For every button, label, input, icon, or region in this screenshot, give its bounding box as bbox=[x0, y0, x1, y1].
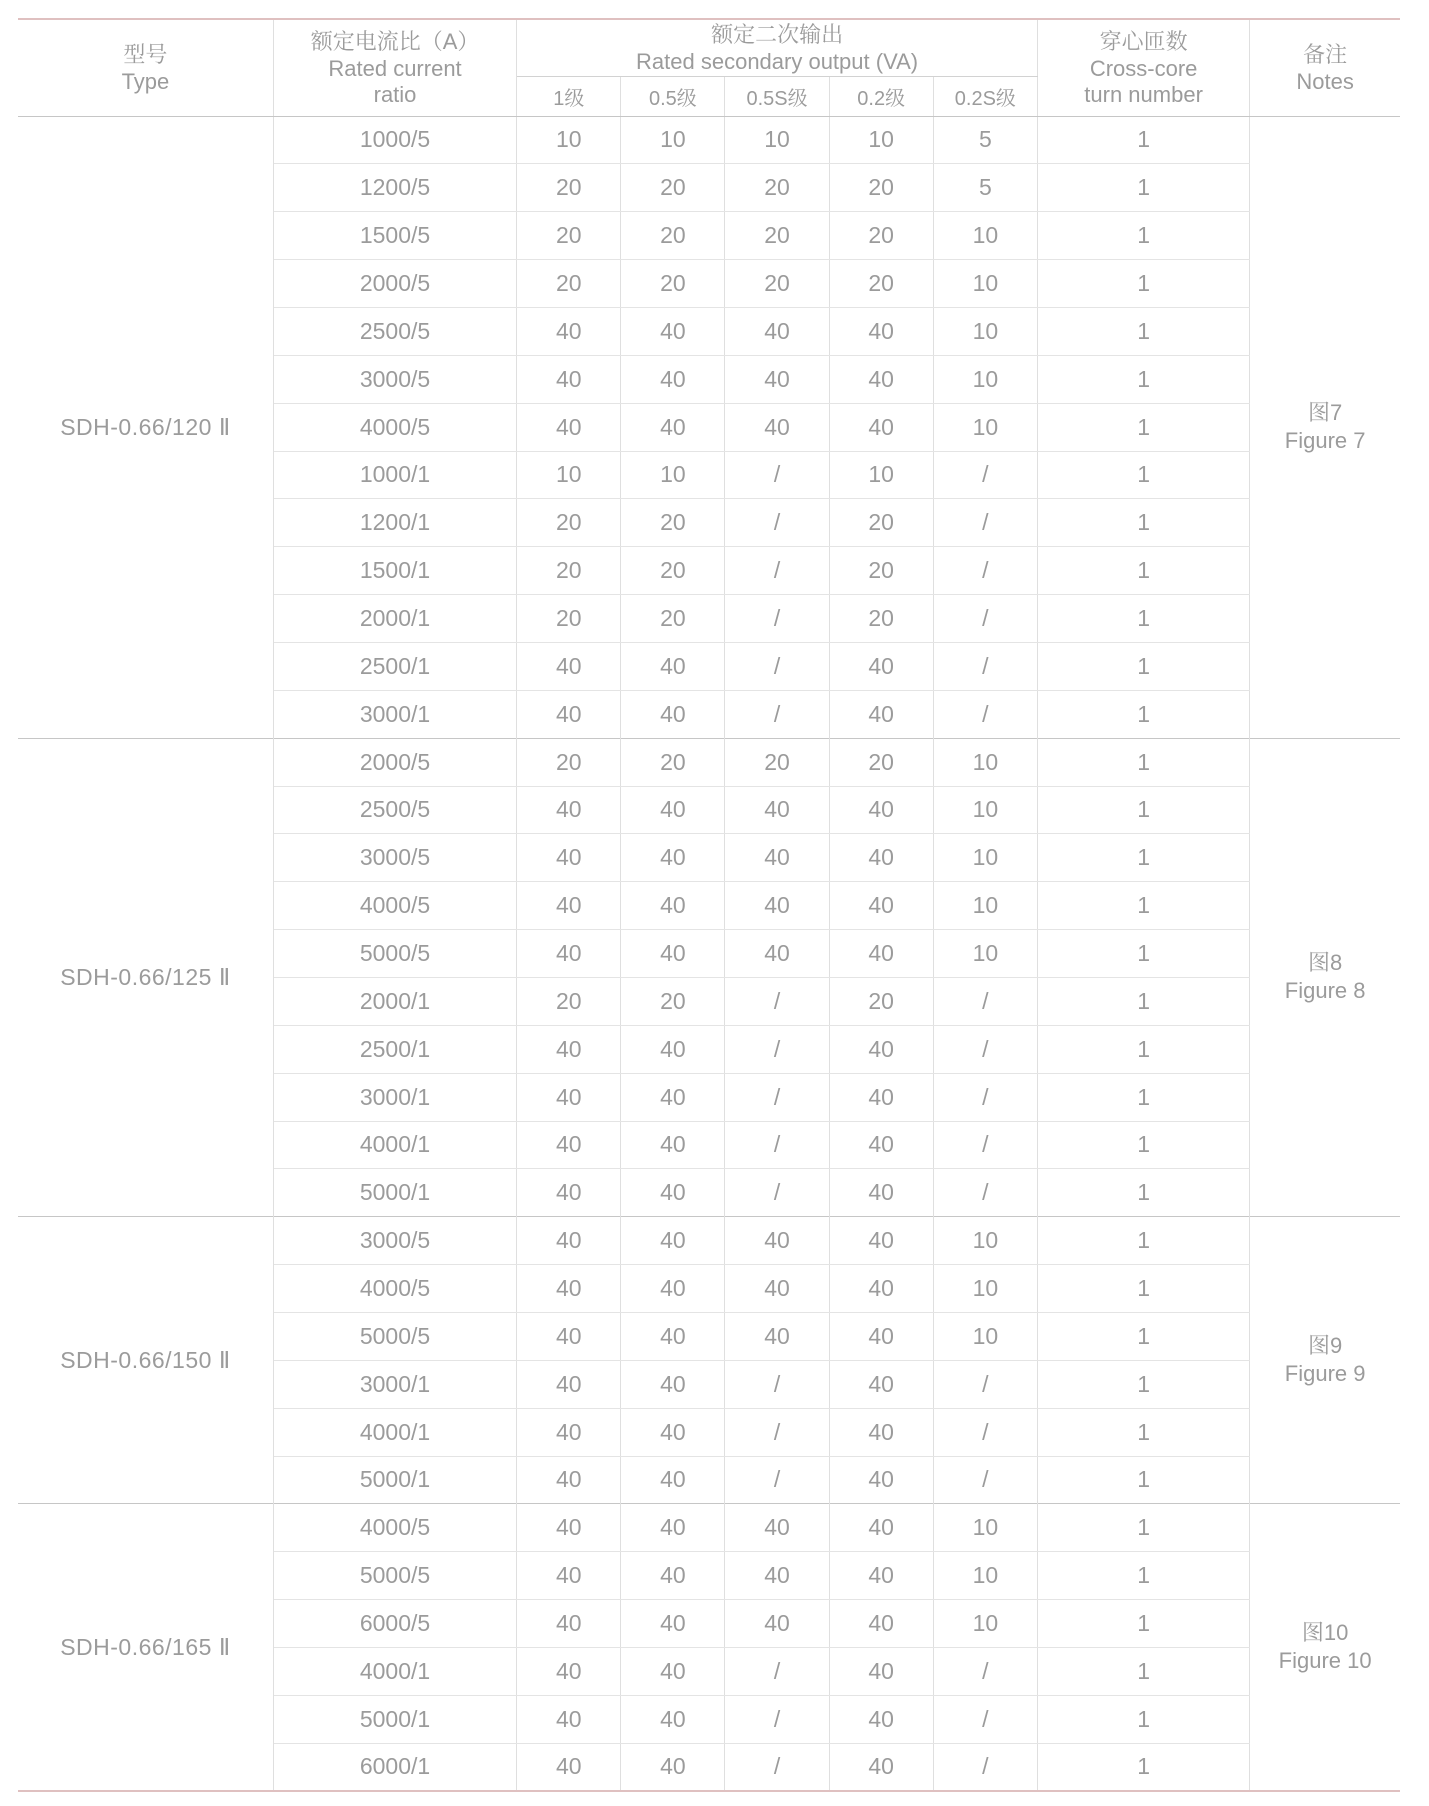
output-cell: / bbox=[725, 690, 829, 738]
notes-figure-en: Figure 10 bbox=[1278, 1648, 1372, 1674]
output-cell: 40 bbox=[829, 1025, 933, 1073]
output-cell: 10 bbox=[621, 116, 725, 164]
turns-cell: 1 bbox=[1037, 164, 1249, 212]
output-cell: 40 bbox=[725, 1265, 829, 1313]
output-cell: 10 bbox=[933, 738, 1037, 786]
output-cell: 40 bbox=[517, 642, 621, 690]
output-cell: 10 bbox=[933, 212, 1037, 260]
turns-cell: 1 bbox=[1037, 882, 1249, 930]
output-cell: 40 bbox=[621, 307, 725, 355]
turns-cell: 1 bbox=[1037, 499, 1249, 547]
turns-cell: 1 bbox=[1037, 1121, 1249, 1169]
output-cell: 40 bbox=[829, 403, 933, 451]
output-cell: 10 bbox=[933, 1504, 1037, 1552]
output-cell: 40 bbox=[621, 690, 725, 738]
output-cell: 40 bbox=[829, 1456, 933, 1504]
output-cell: 10 bbox=[933, 1600, 1037, 1648]
output-cell: 40 bbox=[517, 1073, 621, 1121]
output-cell: 20 bbox=[517, 499, 621, 547]
output-cell: 40 bbox=[621, 1265, 725, 1313]
ratio-cell: 2500/5 bbox=[273, 307, 516, 355]
output-cell: 40 bbox=[621, 1073, 725, 1121]
ratio-cell: 5000/5 bbox=[273, 1552, 516, 1600]
ratio-cell: 5000/5 bbox=[273, 930, 516, 978]
output-cell: 40 bbox=[621, 1217, 725, 1265]
output-cell: 40 bbox=[621, 1600, 725, 1648]
turns-cell: 1 bbox=[1037, 1025, 1249, 1073]
type-cell: SDH-0.66/125 Ⅱ bbox=[18, 738, 273, 1217]
ratio-cell: 3000/5 bbox=[273, 1217, 516, 1265]
output-cell: 10 bbox=[517, 116, 621, 164]
output-cell: 20 bbox=[829, 499, 933, 547]
output-cell: 5 bbox=[933, 116, 1037, 164]
output-cell: 20 bbox=[621, 977, 725, 1025]
output-cell: 40 bbox=[517, 307, 621, 355]
output-cell: / bbox=[933, 690, 1037, 738]
header-notes-en: Notes bbox=[1296, 68, 1354, 94]
table-row bbox=[18, 1504, 1400, 1552]
output-cell: / bbox=[933, 1456, 1037, 1504]
ratio-cell: 5000/1 bbox=[273, 1695, 516, 1743]
turns-cell: 1 bbox=[1037, 1073, 1249, 1121]
header-class-1: 1级 bbox=[517, 76, 621, 116]
output-cell: 40 bbox=[517, 1312, 621, 1360]
output-cell: / bbox=[725, 1695, 829, 1743]
output-cell: / bbox=[933, 1648, 1037, 1696]
notes-figure-zh: 图9 bbox=[1308, 1333, 1343, 1359]
ratio-cell: 1500/5 bbox=[273, 212, 516, 260]
output-cell: 40 bbox=[829, 690, 933, 738]
header-notes bbox=[1250, 19, 1400, 116]
output-cell: 40 bbox=[829, 1552, 933, 1600]
turns-cell: 1 bbox=[1037, 1552, 1249, 1600]
output-cell: 40 bbox=[829, 882, 933, 930]
notes-cell bbox=[1250, 1504, 1400, 1791]
output-cell: 10 bbox=[933, 882, 1037, 930]
header-turn-en2: turn number bbox=[1084, 81, 1203, 107]
header-class-0.5: 0.5级 bbox=[621, 76, 725, 116]
ratio-cell: 3000/1 bbox=[273, 690, 516, 738]
turns-cell: 1 bbox=[1037, 1600, 1249, 1648]
output-cell: 10 bbox=[933, 260, 1037, 308]
header-rated-current-ratio bbox=[273, 19, 516, 116]
type-cell: SDH-0.66/150 Ⅱ bbox=[18, 1217, 273, 1504]
output-cell: / bbox=[933, 1360, 1037, 1408]
output-cell: 40 bbox=[829, 355, 933, 403]
output-cell: 40 bbox=[517, 1169, 621, 1217]
output-cell: 40 bbox=[725, 834, 829, 882]
output-cell: 40 bbox=[621, 1504, 725, 1552]
output-cell: 40 bbox=[829, 307, 933, 355]
turns-cell: 1 bbox=[1037, 451, 1249, 499]
header-class-0.5S: 0.5S级 bbox=[725, 76, 829, 116]
output-cell: 40 bbox=[621, 1743, 725, 1791]
turns-cell: 1 bbox=[1037, 1312, 1249, 1360]
ratio-cell: 2500/1 bbox=[273, 642, 516, 690]
ratio-cell: 1000/5 bbox=[273, 116, 516, 164]
output-cell: 40 bbox=[517, 882, 621, 930]
header-ratio-zh: 额定电流比（A） bbox=[310, 28, 480, 54]
output-cell: 40 bbox=[829, 1504, 933, 1552]
turns-cell: 1 bbox=[1037, 738, 1249, 786]
output-cell: 20 bbox=[725, 164, 829, 212]
output-cell: 40 bbox=[621, 1121, 725, 1169]
output-cell: 10 bbox=[933, 1552, 1037, 1600]
output-cell: 10 bbox=[621, 451, 725, 499]
output-cell: 20 bbox=[725, 260, 829, 308]
output-cell: 20 bbox=[621, 499, 725, 547]
output-cell: / bbox=[725, 1169, 829, 1217]
turns-cell: 1 bbox=[1037, 116, 1249, 164]
turns-cell: 1 bbox=[1037, 1408, 1249, 1456]
output-cell: 40 bbox=[517, 930, 621, 978]
output-cell: 10 bbox=[829, 116, 933, 164]
spec-table bbox=[18, 18, 1400, 1792]
notes-figure-zh: 图8 bbox=[1308, 950, 1343, 976]
output-cell: 20 bbox=[621, 164, 725, 212]
output-cell: 20 bbox=[829, 738, 933, 786]
turns-cell: 1 bbox=[1037, 1265, 1249, 1313]
header-class-0.2: 0.2级 bbox=[829, 76, 933, 116]
output-cell: / bbox=[933, 977, 1037, 1025]
output-cell: 10 bbox=[933, 307, 1037, 355]
output-cell: 40 bbox=[829, 1743, 933, 1791]
header-ratio-en1: Rated current bbox=[328, 55, 462, 81]
output-cell: 40 bbox=[517, 690, 621, 738]
output-cell: 20 bbox=[621, 547, 725, 595]
output-cell: 40 bbox=[517, 1456, 621, 1504]
output-cell: / bbox=[725, 1408, 829, 1456]
header-rated-secondary-output bbox=[517, 19, 1038, 76]
output-cell: 20 bbox=[517, 212, 621, 260]
output-cell: 40 bbox=[829, 1121, 933, 1169]
type-cell: SDH-0.66/165 Ⅱ bbox=[18, 1504, 273, 1791]
ratio-cell: 4000/5 bbox=[273, 403, 516, 451]
output-cell: 40 bbox=[829, 930, 933, 978]
turns-cell: 1 bbox=[1037, 1504, 1249, 1552]
header-turn-en1: Cross-core bbox=[1089, 55, 1198, 81]
output-cell: 20 bbox=[829, 547, 933, 595]
output-cell: 10 bbox=[933, 786, 1037, 834]
output-cell: 40 bbox=[517, 1121, 621, 1169]
output-cell: 20 bbox=[621, 260, 725, 308]
ratio-cell: 3000/1 bbox=[273, 1360, 516, 1408]
output-cell: 20 bbox=[829, 595, 933, 643]
turns-cell: 1 bbox=[1037, 260, 1249, 308]
ratio-cell: 5000/1 bbox=[273, 1169, 516, 1217]
output-cell: 40 bbox=[621, 1312, 725, 1360]
ratio-cell: 5000/5 bbox=[273, 1312, 516, 1360]
output-cell: / bbox=[725, 1456, 829, 1504]
ratio-cell: 2500/1 bbox=[273, 1025, 516, 1073]
output-cell: / bbox=[725, 1025, 829, 1073]
turns-cell: 1 bbox=[1037, 930, 1249, 978]
ratio-cell: 2500/5 bbox=[273, 786, 516, 834]
output-cell: 10 bbox=[933, 1312, 1037, 1360]
output-cell: / bbox=[725, 547, 829, 595]
output-cell: / bbox=[725, 595, 829, 643]
output-cell: 40 bbox=[517, 1360, 621, 1408]
ratio-cell: 4000/5 bbox=[273, 882, 516, 930]
ratio-cell: 4000/1 bbox=[273, 1648, 516, 1696]
output-cell: 40 bbox=[517, 786, 621, 834]
output-cell: 20 bbox=[517, 547, 621, 595]
ratio-cell: 4000/5 bbox=[273, 1504, 516, 1552]
turns-cell: 1 bbox=[1037, 355, 1249, 403]
output-cell: 40 bbox=[517, 1743, 621, 1791]
table-row bbox=[18, 738, 1400, 786]
output-cell: 40 bbox=[725, 1600, 829, 1648]
output-cell: 40 bbox=[621, 786, 725, 834]
output-cell: 40 bbox=[725, 1552, 829, 1600]
output-cell: 20 bbox=[517, 738, 621, 786]
output-cell: 40 bbox=[725, 930, 829, 978]
turns-cell: 1 bbox=[1037, 1360, 1249, 1408]
ratio-cell: 2000/5 bbox=[273, 738, 516, 786]
output-cell: 10 bbox=[933, 1217, 1037, 1265]
output-cell: 20 bbox=[725, 212, 829, 260]
output-cell: / bbox=[933, 1408, 1037, 1456]
output-cell: / bbox=[725, 1121, 829, 1169]
turns-cell: 1 bbox=[1037, 1217, 1249, 1265]
output-cell: 20 bbox=[621, 595, 725, 643]
output-cell: 10 bbox=[829, 451, 933, 499]
output-cell: / bbox=[933, 547, 1037, 595]
ratio-cell: 3000/1 bbox=[273, 1073, 516, 1121]
turns-cell: 1 bbox=[1037, 786, 1249, 834]
output-cell: 40 bbox=[517, 1600, 621, 1648]
ratio-cell: 1000/1 bbox=[273, 451, 516, 499]
output-cell: 40 bbox=[517, 1648, 621, 1696]
output-cell: / bbox=[933, 1695, 1037, 1743]
ratio-cell: 6000/5 bbox=[273, 1600, 516, 1648]
output-cell: 40 bbox=[517, 1025, 621, 1073]
notes-figure-zh: 图10 bbox=[1301, 1620, 1349, 1646]
output-cell: 10 bbox=[933, 834, 1037, 882]
output-cell: 40 bbox=[621, 1408, 725, 1456]
turns-cell: 1 bbox=[1037, 834, 1249, 882]
output-cell: / bbox=[725, 1648, 829, 1696]
output-cell: 40 bbox=[517, 1265, 621, 1313]
output-cell: 40 bbox=[517, 1217, 621, 1265]
output-cell: 40 bbox=[621, 1025, 725, 1073]
ratio-cell: 4000/1 bbox=[273, 1408, 516, 1456]
output-cell: 10 bbox=[725, 116, 829, 164]
output-cell: 40 bbox=[725, 1504, 829, 1552]
output-cell: 40 bbox=[517, 1552, 621, 1600]
header-type bbox=[18, 19, 273, 116]
output-cell: 40 bbox=[621, 1648, 725, 1696]
output-cell: 40 bbox=[621, 403, 725, 451]
output-cell: 40 bbox=[621, 1169, 725, 1217]
turns-cell: 1 bbox=[1037, 403, 1249, 451]
output-cell: 20 bbox=[517, 977, 621, 1025]
output-cell: 40 bbox=[725, 1312, 829, 1360]
header-cross-core-turn-number bbox=[1037, 19, 1249, 116]
ratio-cell: 3000/5 bbox=[273, 834, 516, 882]
turns-cell: 1 bbox=[1037, 212, 1249, 260]
output-cell: / bbox=[933, 642, 1037, 690]
output-cell: 40 bbox=[829, 834, 933, 882]
output-cell: 5 bbox=[933, 164, 1037, 212]
output-cell: / bbox=[933, 1025, 1037, 1073]
notes-cell bbox=[1250, 738, 1400, 1217]
output-cell: 40 bbox=[621, 882, 725, 930]
output-cell: 40 bbox=[829, 1217, 933, 1265]
ratio-cell: 1200/5 bbox=[273, 164, 516, 212]
output-cell: / bbox=[725, 1360, 829, 1408]
output-cell: 10 bbox=[933, 930, 1037, 978]
turns-cell: 1 bbox=[1037, 977, 1249, 1025]
header-type-zh: 型号 bbox=[123, 41, 168, 67]
output-cell: 40 bbox=[517, 834, 621, 882]
turns-cell: 1 bbox=[1037, 1456, 1249, 1504]
header-class-0.2S: 0.2S级 bbox=[933, 76, 1037, 116]
ratio-cell: 3000/5 bbox=[273, 355, 516, 403]
ratio-cell: 6000/1 bbox=[273, 1743, 516, 1791]
ratio-cell: 2000/1 bbox=[273, 595, 516, 643]
output-cell: 40 bbox=[725, 786, 829, 834]
output-cell: 40 bbox=[725, 403, 829, 451]
table-header bbox=[18, 19, 1400, 116]
output-cell: 20 bbox=[829, 260, 933, 308]
ratio-cell: 2000/1 bbox=[273, 977, 516, 1025]
output-cell: 20 bbox=[829, 212, 933, 260]
type-cell: SDH-0.66/120 Ⅱ bbox=[18, 116, 273, 738]
turns-cell: 1 bbox=[1037, 690, 1249, 738]
output-cell: 40 bbox=[621, 355, 725, 403]
output-cell: 40 bbox=[517, 1408, 621, 1456]
notes-figure-en: Figure 8 bbox=[1284, 978, 1366, 1004]
output-cell: 40 bbox=[829, 786, 933, 834]
output-cell: 40 bbox=[621, 834, 725, 882]
output-cell: 10 bbox=[517, 451, 621, 499]
output-cell: 20 bbox=[829, 977, 933, 1025]
output-cell: 40 bbox=[829, 1648, 933, 1696]
output-cell: / bbox=[725, 1073, 829, 1121]
output-cell: 40 bbox=[725, 355, 829, 403]
output-cell: 20 bbox=[517, 260, 621, 308]
header-secondary-zh: 额定二次输出 bbox=[711, 21, 844, 47]
output-cell: 40 bbox=[829, 1265, 933, 1313]
turns-cell: 1 bbox=[1037, 595, 1249, 643]
output-cell: / bbox=[725, 1743, 829, 1791]
output-cell: / bbox=[725, 977, 829, 1025]
output-cell: 10 bbox=[933, 355, 1037, 403]
output-cell: / bbox=[933, 595, 1037, 643]
output-cell: / bbox=[725, 451, 829, 499]
output-cell: 40 bbox=[621, 1360, 725, 1408]
output-cell: 40 bbox=[829, 1360, 933, 1408]
output-cell: 20 bbox=[621, 212, 725, 260]
output-cell: 10 bbox=[933, 1265, 1037, 1313]
table-row bbox=[18, 1217, 1400, 1265]
output-cell: 40 bbox=[829, 1073, 933, 1121]
output-cell: / bbox=[933, 451, 1037, 499]
table-row bbox=[18, 116, 1400, 164]
turns-cell: 1 bbox=[1037, 1743, 1249, 1791]
notes-figure-en: Figure 9 bbox=[1284, 1361, 1366, 1387]
output-cell: 40 bbox=[725, 882, 829, 930]
output-cell: 40 bbox=[829, 1600, 933, 1648]
output-cell: / bbox=[933, 1743, 1037, 1791]
output-cell: 40 bbox=[829, 1312, 933, 1360]
output-cell: 10 bbox=[933, 403, 1037, 451]
output-cell: 40 bbox=[621, 1695, 725, 1743]
output-cell: 40 bbox=[829, 1695, 933, 1743]
notes-cell bbox=[1250, 1217, 1400, 1504]
header-ratio-en2: ratio bbox=[373, 81, 417, 107]
output-cell: 40 bbox=[517, 1695, 621, 1743]
header-turn-zh: 穿心匝数 bbox=[1099, 28, 1188, 54]
ratio-cell: 5000/1 bbox=[273, 1456, 516, 1504]
output-cell: 40 bbox=[517, 1504, 621, 1552]
turns-cell: 1 bbox=[1037, 547, 1249, 595]
output-cell: 40 bbox=[725, 1217, 829, 1265]
output-cell: 40 bbox=[829, 642, 933, 690]
output-cell: 40 bbox=[517, 355, 621, 403]
output-cell: 40 bbox=[621, 642, 725, 690]
turns-cell: 1 bbox=[1037, 1648, 1249, 1696]
ratio-cell: 1200/1 bbox=[273, 499, 516, 547]
turns-cell: 1 bbox=[1037, 307, 1249, 355]
output-cell: 40 bbox=[725, 307, 829, 355]
turns-cell: 1 bbox=[1037, 642, 1249, 690]
turns-cell: 1 bbox=[1037, 1169, 1249, 1217]
notes-figure-zh: 图7 bbox=[1308, 400, 1343, 426]
ratio-cell: 1500/1 bbox=[273, 547, 516, 595]
output-cell: / bbox=[933, 1121, 1037, 1169]
ratio-cell: 4000/1 bbox=[273, 1121, 516, 1169]
output-cell: 20 bbox=[829, 164, 933, 212]
header-secondary-en: Rated secondary output (VA) bbox=[636, 48, 919, 74]
output-cell: 40 bbox=[517, 403, 621, 451]
output-cell: 40 bbox=[621, 1552, 725, 1600]
spec-table-body bbox=[18, 116, 1400, 1791]
output-cell: 20 bbox=[517, 595, 621, 643]
ratio-cell: 2000/5 bbox=[273, 260, 516, 308]
output-cell: 40 bbox=[829, 1408, 933, 1456]
notes-cell bbox=[1250, 116, 1400, 738]
header-notes-zh: 备注 bbox=[1303, 41, 1348, 67]
output-cell: 20 bbox=[517, 164, 621, 212]
output-cell: / bbox=[725, 642, 829, 690]
header-type-en: Type bbox=[121, 68, 170, 94]
output-cell: / bbox=[933, 1169, 1037, 1217]
ratio-cell: 4000/5 bbox=[273, 1265, 516, 1313]
output-cell: 40 bbox=[621, 1456, 725, 1504]
output-cell: / bbox=[725, 499, 829, 547]
output-cell: 20 bbox=[621, 738, 725, 786]
output-cell: 40 bbox=[829, 1169, 933, 1217]
output-cell: 40 bbox=[621, 930, 725, 978]
turns-cell: 1 bbox=[1037, 1695, 1249, 1743]
output-cell: / bbox=[933, 499, 1037, 547]
output-cell: 20 bbox=[725, 738, 829, 786]
output-cell: / bbox=[933, 1073, 1037, 1121]
notes-figure-en: Figure 7 bbox=[1284, 428, 1366, 454]
